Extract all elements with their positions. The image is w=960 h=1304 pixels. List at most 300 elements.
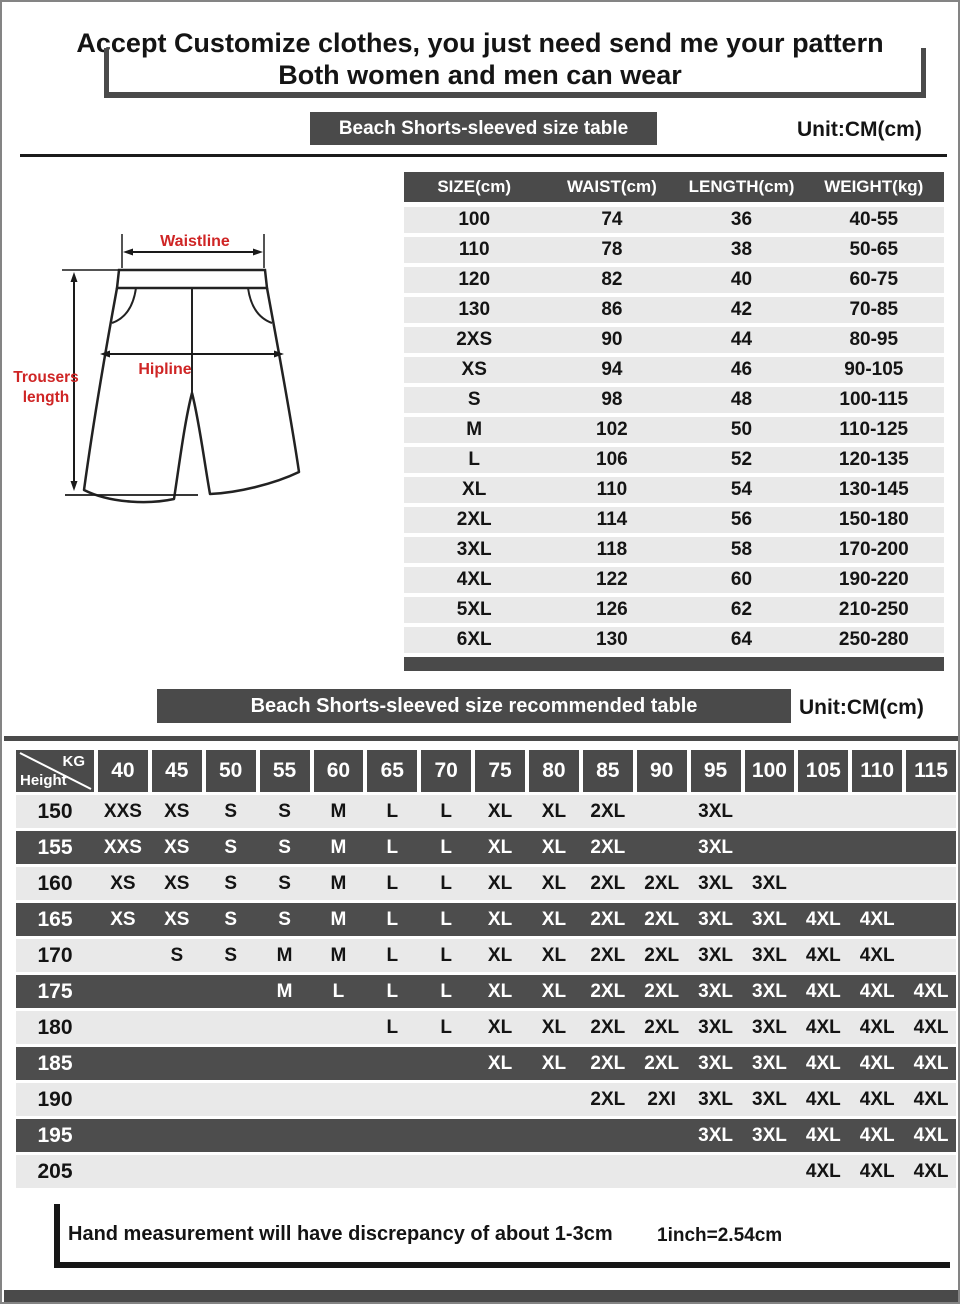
size-recommendation-cell: [475, 1155, 525, 1188]
height-label: 190: [37, 1088, 73, 1111]
size-recommendation-cell: S: [278, 801, 291, 822]
size-table-cell: 40-55: [849, 209, 899, 230]
size-recommendation-cell: L: [440, 981, 452, 1002]
size-recommendation-cell: [421, 1083, 471, 1116]
size-table-cell: 46: [730, 359, 753, 380]
height-label: 195: [37, 1124, 73, 1147]
size-recommendation-cell: 4XL: [805, 1053, 841, 1074]
size-table-row: [404, 267, 944, 293]
measurement-note: Hand measurement will have discrepancy of about 1-3cm: [68, 1223, 613, 1245]
size-table-column-header: SIZE(cm): [437, 177, 512, 196]
size-recommendation-cell: 2XL: [590, 873, 626, 894]
size-table-cell: 118: [596, 539, 628, 560]
size-recommendation-cell: 4XL: [805, 981, 841, 1002]
kg-column-header: 95: [691, 750, 741, 792]
size-table-cell: 44: [730, 329, 753, 350]
size-recommendation-cell: S: [224, 909, 238, 930]
height-label: 170: [37, 944, 73, 967]
waistline-arrowhead-left: [123, 249, 133, 256]
size-recommendation-cell: [98, 939, 148, 972]
size-table-row: [404, 357, 944, 383]
size-recommendation-cell: [529, 1083, 579, 1116]
size-table-cell: 90-105: [844, 359, 904, 380]
size-table-cell: 126: [596, 599, 628, 620]
size-recommendation-cell: XS: [110, 909, 136, 930]
size-recommendation-cell: XL: [487, 909, 513, 930]
size-recommendation-cell: XL: [487, 801, 513, 822]
size-recommendation-cell: 2XL: [590, 981, 626, 1002]
size-recommendation-cell: [745, 795, 795, 828]
header-line2: Both women and men can wear: [278, 60, 682, 90]
shorts-waistband: [117, 270, 267, 288]
size-recommendation-cell: [260, 1047, 310, 1080]
recommended-table: [16, 750, 956, 1188]
size-recommendation-cell: [98, 1011, 148, 1044]
size-table-cell: 40: [730, 269, 753, 290]
kg-column-header: 105: [798, 750, 848, 792]
size-recommendation-cell: 4XL: [859, 1053, 895, 1074]
size-table-column-header: WAIST(cm): [567, 177, 657, 196]
kg-header-cells: [94, 750, 956, 792]
size-table-cell: 130: [596, 629, 628, 650]
size-recommendation-cell: 3XL: [752, 981, 787, 1002]
hipline-label: Hipline: [138, 361, 192, 378]
size-recommendation-cell: [152, 1155, 202, 1188]
divider-rule-2: [4, 736, 958, 741]
size-table-row: [404, 567, 944, 593]
size-table-row: [404, 327, 944, 353]
length-arrowhead-top: [71, 272, 78, 282]
size-recommendation-cell: [206, 1011, 256, 1044]
size-recommendation-cell: XL: [541, 1053, 567, 1074]
size-table-row: [404, 207, 944, 233]
height-label: 185: [37, 1052, 73, 1075]
size-recommendation-cell: XL: [487, 1017, 513, 1038]
size-recommendation-cell: S: [224, 801, 238, 822]
size-table-cell: XL: [462, 479, 487, 500]
size-table-cell: 80-95: [849, 329, 899, 350]
size-recommendation-cell: [798, 831, 848, 864]
size-recommendation-cell: [906, 795, 956, 828]
size-recommendation-cell: [206, 1083, 256, 1116]
size-recommendation-cell: L: [386, 1017, 399, 1038]
size-recommendation-cell: 4XL: [859, 1017, 895, 1038]
recommendation-cells: [94, 975, 956, 1008]
size-recommendation-cell: 2XL: [644, 1017, 680, 1038]
size-recommendation-cell: S: [278, 909, 291, 930]
header-underline-bracket: [104, 48, 926, 98]
size-recommendation-cell: 3XL: [752, 1017, 787, 1038]
recommendation-cells: [94, 1047, 956, 1080]
size-recommendation-cell: S: [278, 837, 291, 858]
size-recommendation-cell: [98, 1083, 148, 1116]
size-table-cell: 110: [596, 479, 628, 500]
size-recommendation-cell: M: [276, 981, 293, 1002]
size-recommendation-cell: [98, 1047, 148, 1080]
size-recommendation-cell: L: [440, 945, 452, 966]
waistline-arrowhead-right: [253, 249, 263, 256]
size-table-cell: XS: [461, 359, 487, 380]
size-recommendation-cell: [906, 939, 956, 972]
bottom-bar: [4, 1290, 958, 1303]
size-recommendation-cell: 2XI: [647, 1089, 676, 1110]
kg-column-header: 100: [745, 750, 795, 792]
size-table-cell: 114: [596, 509, 628, 530]
recommended-table-row: [16, 831, 956, 864]
size-table-cell: 122: [596, 569, 628, 590]
kg-column-header: 80: [529, 750, 579, 792]
size-recommendation-cell: [637, 795, 687, 828]
size-table-cell: 2XL: [456, 509, 492, 530]
size-recommendation-cell: 3XL: [698, 1089, 733, 1110]
size-table-cell: 78: [601, 239, 623, 260]
size-recommendation-cell: XXS: [103, 837, 142, 858]
kg-column-header: 45: [152, 750, 202, 792]
height-label: 165: [37, 908, 73, 931]
recommendation-cells: [94, 867, 956, 900]
recommended-table-row: [16, 1047, 956, 1080]
size-recommendation-cell: 4XL: [859, 1161, 895, 1182]
size-recommendation-cell: [852, 795, 902, 828]
recommendation-cells: [94, 1119, 956, 1152]
size-recommendation-cell: [206, 975, 256, 1008]
size-recommendation-cell: 3XL: [752, 1053, 787, 1074]
size-table-cell: S: [467, 389, 481, 410]
size-recommendation-cell: 3XL: [752, 873, 787, 894]
size-recommendation-cell: L: [332, 981, 345, 1002]
size-table-cell: M: [466, 419, 483, 440]
size-recommendation-cell: 3XL: [698, 1017, 733, 1038]
kg-column-header: 55: [260, 750, 310, 792]
size-recommendation-cell: 4XL: [859, 1089, 895, 1110]
size-recommendation-cell: 3XL: [698, 1053, 733, 1074]
trousers-length-label-line2: length: [22, 389, 70, 406]
kg-column-header: 90: [637, 750, 687, 792]
size-recommendation-cell: [745, 831, 795, 864]
recommendation-cells: [94, 903, 956, 936]
size-table-cell: 2XS: [456, 329, 493, 350]
size-recommendation-cell: S: [278, 873, 291, 894]
size-recommendation-cell: [475, 1119, 525, 1152]
corner-height-label: Height: [20, 772, 67, 789]
height-label: 175: [37, 980, 73, 1003]
size-recommendation-cell: XL: [541, 909, 567, 930]
size-recommendation-cell: [637, 1155, 687, 1188]
size-recommendation-cell: L: [386, 837, 399, 858]
size-recommendation-cell: [583, 1119, 633, 1152]
size-recommendation-cell: 4XL: [913, 1053, 949, 1074]
size-recommendation-cell: [906, 903, 956, 936]
size-recommendation-cell: [152, 1011, 202, 1044]
size-recommendation-cell: 3XL: [698, 945, 733, 966]
recommended-table-row: [16, 975, 956, 1008]
size-recommendation-cell: [367, 1155, 417, 1188]
size-recommendation-cell: S: [170, 945, 184, 966]
size-recommendation-cell: [421, 1047, 471, 1080]
size-recommendation-cell: M: [330, 873, 347, 894]
size-recommendation-cell: S: [224, 873, 238, 894]
corner-kg-label: KG: [62, 753, 85, 770]
size-recommendation-cell: [98, 975, 148, 1008]
kg-column-header: 75: [475, 750, 525, 792]
size-table-row: [404, 387, 944, 413]
size-recommendation-cell: [691, 1155, 741, 1188]
recommendation-cells: [94, 795, 956, 828]
size-recommendation-cell: L: [440, 873, 452, 894]
size-table-cell: 70-85: [849, 299, 899, 320]
size-recommendation-cell: [314, 1011, 364, 1044]
size-recommendation-cell: M: [276, 945, 293, 966]
size-table-row: [404, 477, 944, 503]
size-recommendation-cell: L: [386, 801, 399, 822]
size-recommendation-cell: [260, 1011, 310, 1044]
size-table-cell: 62: [730, 599, 753, 620]
size-table-cell: 60: [730, 569, 753, 590]
size-recommendation-cell: 4XL: [913, 1017, 949, 1038]
size-recommendation-cell: 2XL: [590, 1017, 626, 1038]
kg-column-header: 115: [906, 750, 956, 792]
size-recommendation-cell: [152, 975, 202, 1008]
size-table-cell: 50-65: [849, 239, 899, 260]
recommended-table-row: [16, 1011, 956, 1044]
recommended-table-row: [16, 1155, 956, 1188]
size-recommendation-cell: 2XL: [590, 1053, 626, 1074]
size-table-cell: 90: [601, 329, 623, 350]
recommended-table-banner: Beach Shorts-sleeved size recommended table: [157, 689, 791, 723]
size-table-cell: 6XL: [456, 629, 492, 650]
size-recommendation-cell: 4XL: [913, 1161, 949, 1182]
size-table-header-row: [404, 172, 944, 202]
size-table-footer-bar: [404, 657, 944, 671]
kg-height-corner-cell: [16, 750, 94, 792]
size-recommendation-cell: [314, 1155, 364, 1188]
size-table-cell: 190-220: [838, 569, 909, 590]
size-recommendation-cell: 2XL: [644, 1053, 680, 1074]
size-recommendation-cell: [314, 1119, 364, 1152]
size-recommendation-cell: XL: [487, 981, 513, 1002]
size-recommendation-cell: [906, 867, 956, 900]
size-table-cell: 98: [601, 389, 623, 410]
size-table-row: [404, 237, 944, 263]
kg-column-header: 40: [98, 750, 148, 792]
inch-conversion-note: 1inch=2.54cm: [657, 1225, 783, 1246]
recommended-table-row: [16, 795, 956, 828]
size-table-unit-label: Unit:CM(cm): [797, 118, 922, 141]
size-recommendation-cell: [421, 1119, 471, 1152]
size-recommendation-cell: 2XL: [590, 801, 626, 822]
size-recommendation-cell: 3XL: [698, 873, 733, 894]
kg-column-header: 65: [367, 750, 417, 792]
size-recommendation-cell: 2XL: [590, 837, 626, 858]
recommended-table-row: [16, 1119, 956, 1152]
shorts-measurement-diagram: [2, 222, 402, 602]
size-table-banner: Beach Shorts-sleeved size table: [310, 112, 657, 145]
size-recommendation-cell: [260, 1119, 310, 1152]
size-recommendation-cell: 4XL: [805, 909, 841, 930]
size-recommendation-cell: [798, 867, 848, 900]
size-table-cell: 36: [730, 209, 753, 230]
size-table-cell: 82: [601, 269, 623, 290]
size-recommendation-cell: XL: [487, 1053, 513, 1074]
size-recommendation-cell: [475, 1083, 525, 1116]
kg-column-header: 70: [421, 750, 471, 792]
size-recommendation-cell: L: [440, 909, 452, 930]
length-arrowhead-bottom: [71, 481, 78, 491]
size-recommendation-cell: XL: [541, 945, 567, 966]
size-recommendation-cell: XS: [110, 873, 136, 894]
size-table-cell: 110-125: [839, 419, 909, 440]
size-recommendation-cell: L: [386, 945, 399, 966]
size-table-cell: 38: [730, 239, 753, 260]
size-recommendation-cell: XS: [164, 909, 190, 930]
height-label: 160: [37, 872, 73, 895]
size-table-cell: 74: [601, 209, 623, 230]
size-recommendation-cell: [152, 1083, 202, 1116]
size-recommendation-cell: 4XL: [805, 1125, 841, 1146]
size-recommendation-cell: M: [330, 945, 347, 966]
size-recommendation-cell: [314, 1083, 364, 1116]
size-table-cell: 60-75: [849, 269, 899, 290]
size-table: [404, 172, 944, 657]
size-recommendation-cell: XL: [487, 873, 513, 894]
height-label: 155: [37, 836, 73, 859]
recommended-table-row: [16, 939, 956, 972]
size-recommendation-cell: [529, 1155, 579, 1188]
size-table-cell: 48: [730, 389, 753, 410]
height-label: 150: [37, 800, 73, 823]
size-recommendation-cell: [260, 1155, 310, 1188]
recommended-table-body: [16, 795, 956, 1188]
size-recommendation-cell: 2XL: [590, 1089, 626, 1110]
size-recommendation-cell: XXS: [103, 801, 142, 822]
size-recommendation-cell: [637, 831, 687, 864]
size-recommendation-cell: L: [440, 1017, 452, 1038]
size-recommendation-cell: 3XL: [752, 909, 787, 930]
size-table-cell: 86: [601, 299, 623, 320]
size-recommendation-cell: [314, 1047, 364, 1080]
kg-column-header: 60: [314, 750, 364, 792]
size-recommendation-cell: 4XL: [859, 945, 895, 966]
size-table-cell: 56: [730, 509, 753, 530]
recommendation-cells: [94, 831, 956, 864]
size-recommendation-cell: 4XL: [913, 1125, 949, 1146]
recommended-table-header-row: [16, 750, 956, 792]
size-table-cell: 130-145: [838, 479, 909, 500]
size-recommendation-cell: [852, 867, 902, 900]
size-table-row: [404, 597, 944, 623]
size-recommendation-cell: [206, 1155, 256, 1188]
size-table-cell: L: [468, 449, 480, 470]
size-table-cell: 102: [596, 419, 628, 440]
size-recommendation-cell: [260, 1083, 310, 1116]
size-recommendation-cell: 4XL: [805, 1089, 841, 1110]
size-table-cell: 100: [458, 209, 491, 230]
kg-column-header: 85: [583, 750, 633, 792]
size-recommendation-cell: 3XL: [698, 981, 733, 1002]
size-recommendation-cell: XL: [487, 945, 513, 966]
recommended-table-unit-label: Unit:CM(cm): [799, 696, 924, 719]
recommended-table-row: [16, 903, 956, 936]
size-recommendation-cell: [852, 831, 902, 864]
size-recommendation-cell: 3XL: [752, 945, 787, 966]
size-recommendation-cell: 4XL: [805, 1017, 841, 1038]
size-table-cell: 3XL: [456, 539, 492, 560]
size-table-cell: 106: [596, 449, 628, 470]
size-recommendation-cell: S: [224, 945, 238, 966]
size-table-cell: 50: [730, 419, 753, 440]
size-recommendation-cell: XL: [541, 981, 567, 1002]
recommendation-cells: [94, 1083, 956, 1116]
size-recommendation-cell: M: [330, 837, 347, 858]
size-recommendation-cell: 3XL: [698, 909, 733, 930]
height-label: 180: [37, 1016, 73, 1039]
size-recommendation-cell: [98, 1155, 148, 1188]
size-recommendation-cell: L: [386, 909, 399, 930]
trousers-length-label-line1: Trousers: [13, 369, 79, 386]
size-recommendation-cell: [637, 1119, 687, 1152]
recommended-table-row: [16, 867, 956, 900]
size-recommendation-cell: 2XL: [590, 945, 626, 966]
size-recommendation-cell: 3XL: [698, 801, 733, 822]
size-recommendation-cell: 4XL: [805, 1161, 841, 1182]
size-recommendation-cell: S: [224, 837, 238, 858]
size-table-cell: 120-135: [838, 449, 909, 470]
size-recommendation-cell: L: [440, 801, 452, 822]
size-table-cell: 42: [730, 299, 753, 320]
size-recommendation-cell: [798, 795, 848, 828]
size-recommendation-cell: [206, 1119, 256, 1152]
size-table-cell: 100-115: [839, 389, 909, 410]
size-recommendation-cell: 2XL: [644, 945, 680, 966]
size-recommendation-cell: XL: [541, 801, 567, 822]
size-table-row: [404, 417, 944, 443]
size-recommendation-cell: 4XL: [805, 945, 841, 966]
divider-rule: [20, 154, 947, 157]
size-recommendation-cell: M: [330, 909, 347, 930]
size-recommendation-cell: [745, 1155, 795, 1188]
recommendation-cells: [94, 1155, 956, 1188]
size-recommendation-cell: 4XL: [913, 1089, 949, 1110]
size-recommendation-cell: [529, 1119, 579, 1152]
size-table-row: [404, 447, 944, 473]
size-recommendation-cell: 4XL: [913, 981, 949, 1002]
size-recommendation-cell: [367, 1119, 417, 1152]
size-recommendation-cell: 3XL: [698, 837, 733, 858]
size-recommendation-cell: 3XL: [752, 1089, 787, 1110]
kg-column-header: 50: [206, 750, 256, 792]
size-recommendation-cell: 4XL: [859, 1125, 895, 1146]
recommended-table-row: [16, 1083, 956, 1116]
size-recommendation-cell: 4XL: [859, 981, 895, 1002]
size-recommendation-cell: 4XL: [859, 909, 895, 930]
size-recommendation-cell: XS: [164, 801, 190, 822]
size-table-cell: 5XL: [456, 599, 492, 620]
size-recommendation-cell: [152, 1047, 202, 1080]
size-table-cell: 4XL: [456, 569, 492, 590]
size-table-cell: 94: [601, 359, 623, 380]
size-recommendation-cell: [206, 1047, 256, 1080]
size-recommendation-cell: 2XL: [590, 909, 626, 930]
size-recommendation-cell: XL: [541, 837, 567, 858]
height-label: 205: [37, 1160, 73, 1183]
size-table-cell: 120: [458, 269, 491, 290]
size-recommendation-cell: [367, 1083, 417, 1116]
size-recommendation-cell: L: [386, 981, 399, 1002]
size-table-column-header: LENGTH(cm): [688, 177, 795, 196]
recommendation-cells: [94, 1011, 956, 1044]
size-table-cell: 64: [730, 629, 753, 650]
size-recommendation-cell: 2XL: [644, 873, 680, 894]
